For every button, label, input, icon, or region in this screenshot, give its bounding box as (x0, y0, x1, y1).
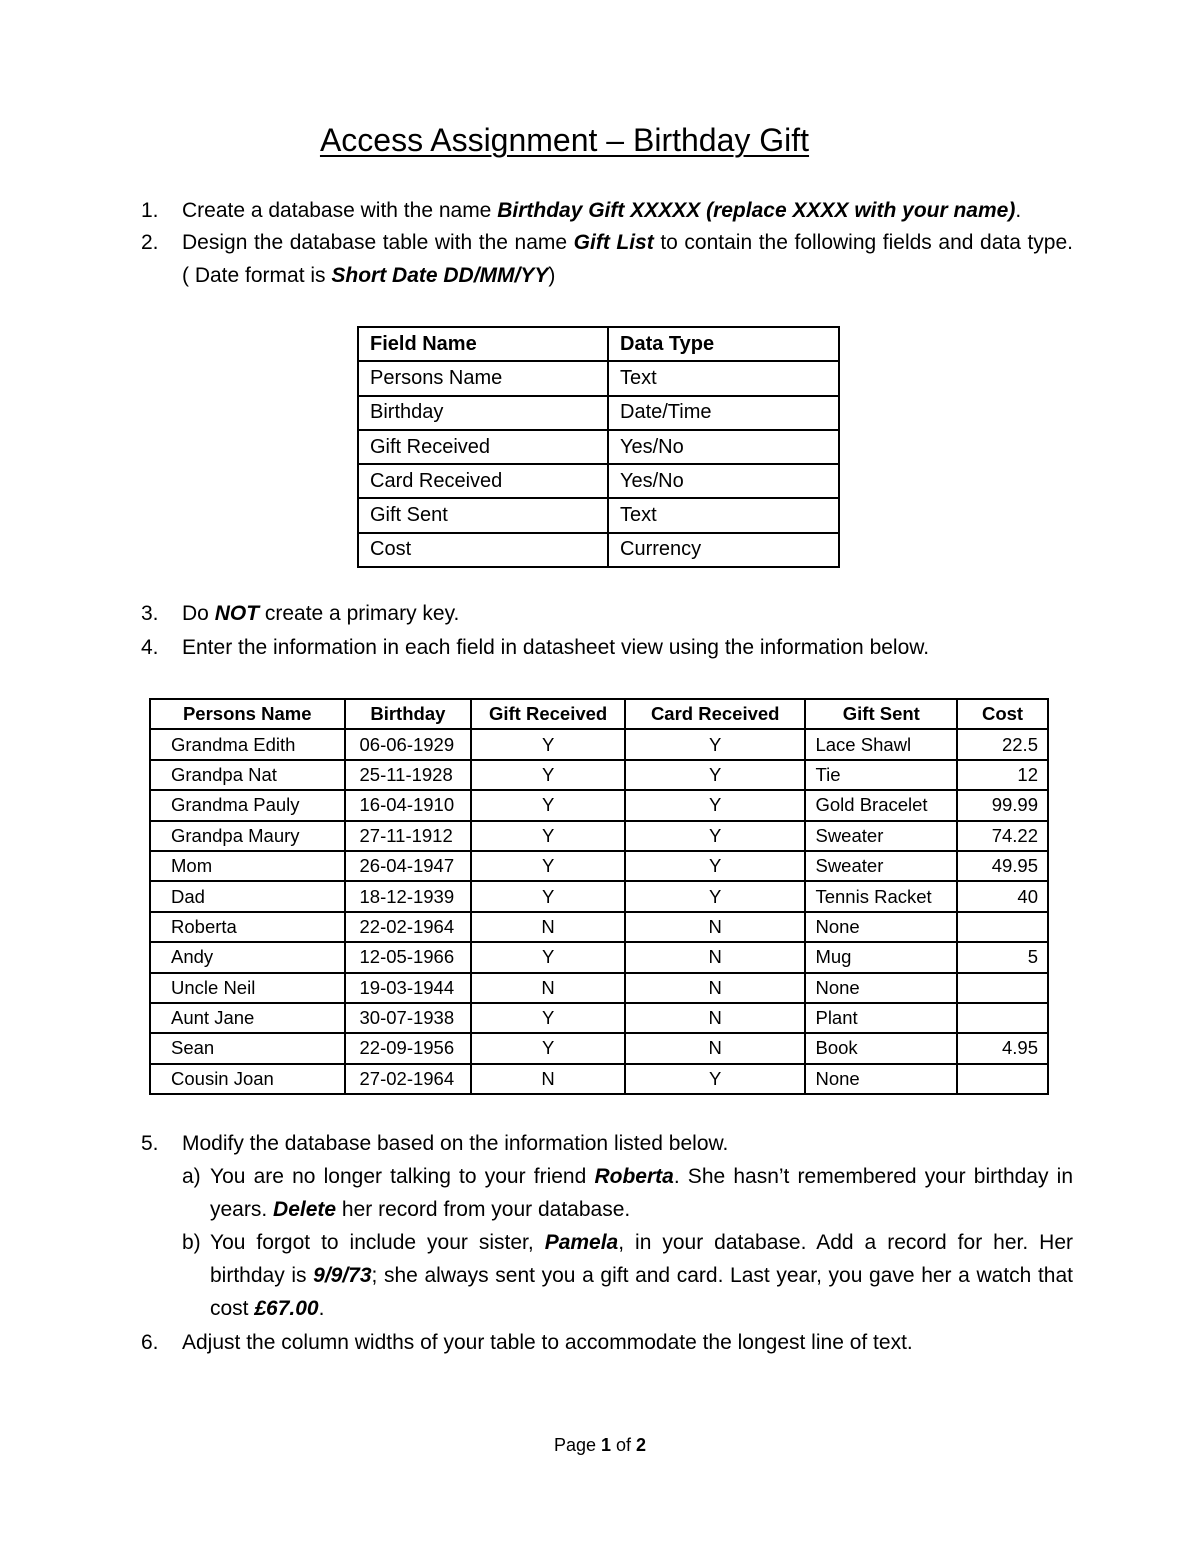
person-name-cell: Grandma Pauly (150, 790, 345, 820)
header-cell: Persons Name (150, 699, 345, 729)
step-text: Modify the database based on the information listed below. (182, 1132, 729, 1155)
person-name-cell: Grandma Edith (150, 729, 345, 759)
person-name-cell: Uncle Neil (150, 973, 345, 1003)
card-received-cell: Y (625, 790, 806, 820)
emphasis-text: Pamela (544, 1231, 619, 1254)
table-cell: Currency (608, 533, 839, 567)
table-row (358, 396, 839, 430)
text-run: ; she always sent you a gift and card. Last year, you gave her a watch that cost (210, 1264, 1074, 1320)
person-name-cell: Roberta (150, 912, 345, 942)
cost-cell: 12 (957, 760, 1048, 790)
birthday-cell: 27-02-1964 (345, 1064, 472, 1094)
table-row (150, 851, 1048, 881)
table-header-row (150, 699, 1048, 729)
card-received-cell: N (625, 942, 806, 972)
header-cell: Card Received (625, 699, 806, 729)
step-number: 2. (141, 231, 159, 254)
birthday-cell: 19-03-1944 (345, 973, 472, 1003)
cost-cell (957, 1064, 1048, 1094)
data-table (149, 698, 1049, 1095)
table-row (150, 1064, 1048, 1094)
emphasis-text: Gift List (573, 231, 654, 254)
table-row (150, 973, 1048, 1003)
emphasis-text: NOT (214, 602, 260, 625)
gift-received-cell: Y (471, 942, 625, 972)
person-name-cell: Dad (150, 881, 345, 911)
step-number: 1. (141, 199, 159, 222)
sub-step-label: a) (182, 1165, 201, 1188)
cost-cell: 49.95 (957, 851, 1048, 881)
table-cell: Card Received (358, 464, 608, 498)
card-received-cell: N (625, 973, 806, 1003)
person-name-cell: Mom (150, 851, 345, 881)
card-received-cell: Y (625, 1064, 806, 1094)
step-number: 3. (141, 602, 159, 625)
card-received-cell: Y (625, 760, 806, 790)
table-row (150, 790, 1048, 820)
cost-cell: 4.95 (957, 1033, 1048, 1063)
gift-sent-cell: Plant (805, 1003, 957, 1033)
card-received-cell: Y (625, 851, 806, 881)
step-text: Enter the information in each field in datasheet view using the information below. (182, 636, 930, 659)
footer-text: of (611, 1435, 637, 1455)
table-cell: Gift Received (358, 430, 608, 464)
emphasis-text: 9/9/73 (313, 1264, 372, 1287)
birthday-cell: 22-09-1956 (345, 1033, 472, 1063)
table-row (150, 1033, 1048, 1063)
person-name-cell: Andy (150, 942, 345, 972)
step-number: 6. (141, 1331, 159, 1354)
person-name-cell: Cousin Joan (150, 1064, 345, 1094)
gift-received-cell: Y (471, 790, 625, 820)
birthday-cell: 16-04-1910 (345, 790, 472, 820)
table-cell: Text (608, 361, 839, 395)
emphasis-text: Roberta (594, 1165, 674, 1188)
gift-received-cell: N (471, 912, 625, 942)
gift-sent-cell: Tie (805, 760, 957, 790)
table-row (358, 498, 839, 532)
text-run: You forgot to include your sister, (210, 1231, 545, 1254)
card-received-cell: N (625, 1003, 806, 1033)
table-cell: Yes/No (608, 464, 839, 498)
gift-received-cell: Y (471, 821, 625, 851)
table-row (150, 881, 1048, 911)
emphasis-text: Birthday Gift XXXXX (replace XXXX with your name) (497, 199, 1016, 222)
table-row (150, 760, 1048, 790)
step-number: 4. (141, 636, 159, 659)
gift-received-cell: Y (471, 729, 625, 759)
table-row (358, 361, 839, 395)
data-table-body (150, 729, 1048, 1094)
gift-received-cell: N (471, 973, 625, 1003)
step-text (182, 194, 1073, 227)
gift-received-cell: Y (471, 1003, 625, 1033)
gift-sent-cell: Tennis Racket (805, 881, 957, 911)
birthday-cell: 06-06-1929 (345, 729, 472, 759)
header-cell: Gift Received (471, 699, 625, 729)
cost-cell: 40 (957, 881, 1048, 911)
birthday-cell: 18-12-1939 (345, 881, 472, 911)
fields-table (357, 326, 840, 568)
gift-sent-cell: None (805, 912, 957, 942)
gift-sent-cell: Sweater (805, 821, 957, 851)
text-run: . (1015, 199, 1022, 222)
card-received-cell: N (625, 912, 806, 942)
gift-received-cell: N (471, 1064, 625, 1094)
page-total: 2 (636, 1435, 647, 1455)
cost-cell: 99.99 (957, 790, 1048, 820)
card-received-cell: Y (625, 881, 806, 911)
table-row (150, 942, 1048, 972)
table-row (150, 1003, 1048, 1033)
person-name-cell: Grandpa Maury (150, 821, 345, 851)
birthday-cell: 26-04-1947 (345, 851, 472, 881)
table-cell: Persons Name (358, 361, 608, 395)
gift-sent-cell: Sweater (805, 851, 957, 881)
text-run: . (318, 1297, 325, 1320)
cost-cell: 5 (957, 942, 1048, 972)
page-number: 1 (601, 1435, 612, 1455)
step-text (182, 226, 1073, 292)
table-row (150, 821, 1048, 851)
birthday-cell: 12-05-1966 (345, 942, 472, 972)
person-name-cell: Aunt Jane (150, 1003, 345, 1033)
text-run: . She hasn’t remembered your birthday in years. (210, 1165, 1073, 1221)
cost-cell (957, 973, 1048, 1003)
gift-received-cell: Y (471, 1033, 625, 1063)
gift-sent-cell: Gold Bracelet (805, 790, 957, 820)
table-row (150, 912, 1048, 942)
text-run: her record from your database. (336, 1198, 631, 1221)
footer-text: Page (553, 1435, 601, 1455)
text-run: You are no longer talking to your friend (210, 1165, 595, 1188)
sub-step-text (210, 1226, 1073, 1325)
table-cell: Yes/No (608, 430, 839, 464)
gift-received-cell: Y (471, 881, 625, 911)
step-text (182, 597, 1073, 630)
text-run: to contain the following fields and data type. ( Date format is (182, 231, 1073, 287)
header-cell: Cost (957, 699, 1048, 729)
gift-sent-cell: None (805, 1064, 957, 1094)
gift-sent-cell: Mug (805, 942, 957, 972)
birthday-cell: 22-02-1964 (345, 912, 472, 942)
table-row (150, 729, 1048, 759)
gift-received-cell: Y (471, 851, 625, 881)
table-cell: Birthday (358, 396, 608, 430)
table-cell: Cost (358, 533, 608, 567)
card-received-cell: N (625, 1033, 806, 1063)
text-run: create a primary key. (259, 602, 460, 625)
emphasis-text: £67.00 (254, 1297, 319, 1320)
birthday-cell: 25-11-1928 (345, 760, 472, 790)
emphasis-text: Short Date DD/MM/YY (331, 264, 549, 287)
birthday-cell: 27-11-1912 (345, 821, 472, 851)
sub-step-text (210, 1160, 1073, 1226)
card-received-cell: Y (625, 729, 806, 759)
text-run: , in your database. Add a record for her. Her birthday is (210, 1231, 1073, 1287)
page-footer (0, 1435, 1200, 1456)
cost-cell (957, 912, 1048, 942)
table-cell: Date/Time (608, 396, 839, 430)
step-text: Adjust the column widths of your table to accommodate the longest line of text. (182, 1331, 913, 1354)
header-cell: Field Name (358, 327, 608, 361)
gift-sent-cell: Lace Shawl (805, 729, 957, 759)
table-header-row (358, 327, 839, 361)
table-row (358, 533, 839, 567)
person-name-cell: Grandpa Nat (150, 760, 345, 790)
table-cell: Text (608, 498, 839, 532)
gift-sent-cell: Book (805, 1033, 957, 1063)
text-run: Design the database table with the name (182, 231, 574, 254)
cost-cell: 74.22 (957, 821, 1048, 851)
header-cell: Gift Sent (805, 699, 957, 729)
emphasis-text: Delete (273, 1198, 337, 1221)
text-run: Do (182, 602, 215, 625)
table-row (358, 464, 839, 498)
cost-cell: 22.5 (957, 729, 1048, 759)
birthday-cell: 30-07-1938 (345, 1003, 472, 1033)
gift-sent-cell: None (805, 973, 957, 1003)
card-received-cell: Y (625, 821, 806, 851)
table-cell: Gift Sent (358, 498, 608, 532)
gift-received-cell: Y (471, 760, 625, 790)
text-run: Create a database with the name (182, 199, 498, 222)
text-run: ) (548, 264, 556, 287)
table-row (358, 430, 839, 464)
header-cell: Birthday (345, 699, 472, 729)
header-cell: Data Type (608, 327, 839, 361)
cost-cell (957, 1003, 1048, 1033)
step-number: 5. (141, 1132, 159, 1155)
sub-step-label: b) (182, 1231, 201, 1254)
person-name-cell: Sean (150, 1033, 345, 1063)
page-title: Access Assignment – Birthday Gift (319, 122, 810, 158)
